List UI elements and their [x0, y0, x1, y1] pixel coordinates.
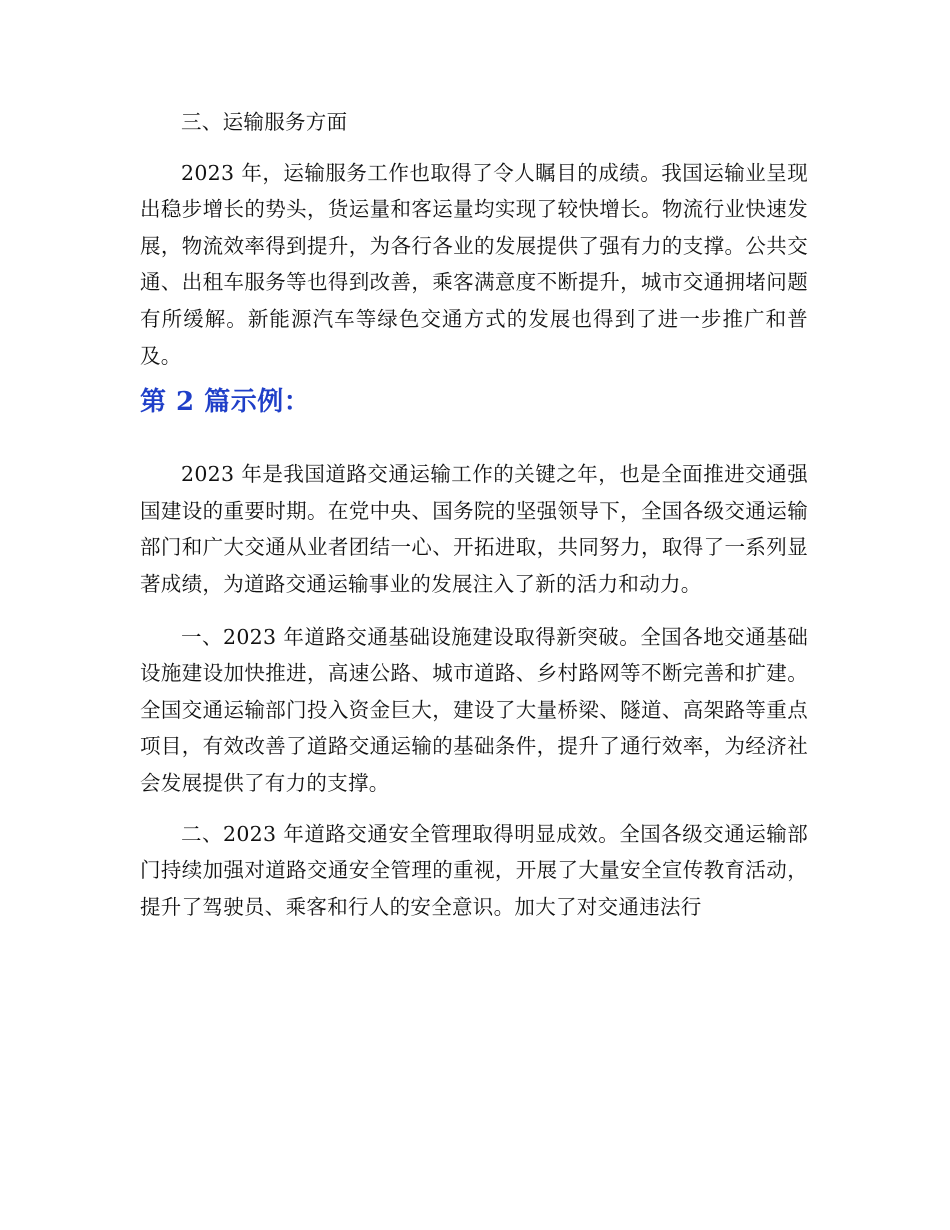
point2-paragraph: 二、2023 年道路交通安全管理取得明显成效。全国各级交通运输部门持续加强对道路交通安全管理的重视，开展了大量安全宣传教育活动，提升了驾驶员、乘客和行人的安全意识。加大了对交通违法行 — [140, 821, 808, 919]
example2-heading: 第 2 篇示例： — [140, 387, 311, 418]
example2-intro-paragraph: 2023 年是我国道路交通运输工作的关键之年，也是全面推进交通强国建设的重要时期。在党中央、国务院的坚强领导下，全国各级交通运输部门和广大交通从业者团结一心、开拓进取，共同努力，取得了一系列显著成绩，为道路交通运输事业的发展注入了新的活力和动力。 — [140, 462, 808, 596]
part3-body-paragraph: 2023 年，运输服务工作也取得了令人瞩目的成绩。我国运输业呈现出稳步增长的势头，货运量和客运量均实现了较快增长。物流行业快速发展，物流效率得到提升，为各行各业的发展提供了强有力的支撑。公共交通、出租车服务等也得到改善，乘客满意度不断提升，城市交通拥堵问题有所缓解。新能源汽车等绿色交通方式的发展也得到了进一步推广和普及。 — [140, 160, 808, 368]
document-content — [140, 104, 808, 925]
part3-heading: 三、运输服务方面 — [181, 110, 348, 134]
point1-paragraph: 一、2023 年道路交通基础设施建设取得新突破。全国各地交通基础设施建设加快推进，高速公路、城市道路、乡村路网等不断完善和扩建。全国交通运输部门投入资金巨大，建设了大量桥梁、隧道、高架路等重点项目，有效改善了道路交通运输的基础条件，提升了通行效率，为经济社会发展提供了有力的支撑。 — [140, 624, 808, 795]
